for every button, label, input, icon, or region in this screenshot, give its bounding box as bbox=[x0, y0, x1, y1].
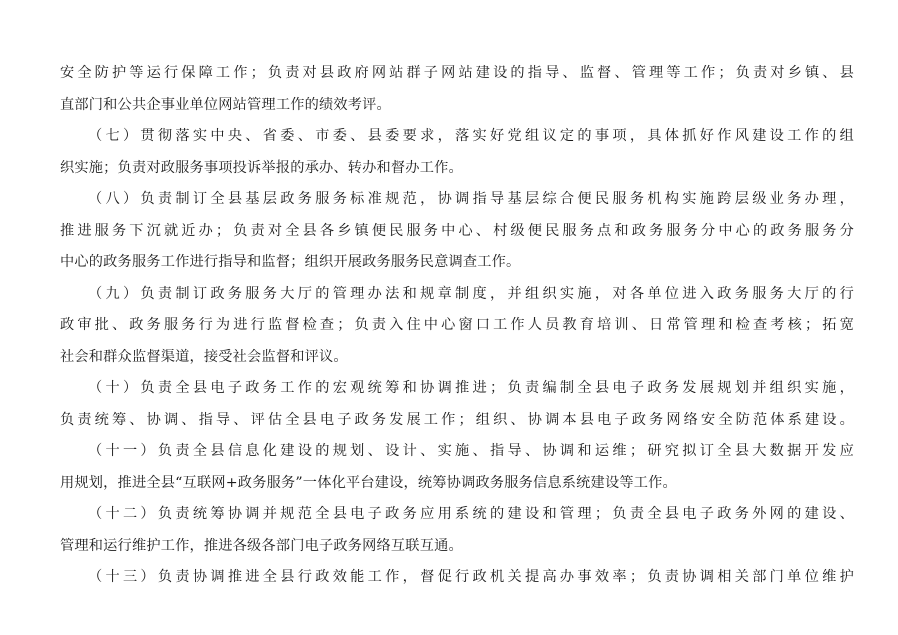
text-line: 安全防护等运行保障工作；负责对县政府网站群子网站建设的指导、监督、管理等工作；负责对乡镇、县 bbox=[60, 65, 854, 81]
text-line: 推进服务下沉就近办；负责对全县各乡镇便民服务中心、村级便民服务点和政务服务分中心的政务服务分 bbox=[60, 222, 854, 239]
paragraph-7-line: （七）贯彻落实中央、省委、市委、县委要求，落实好党组议定的事项，具体抓好作风建设工作的组 bbox=[88, 128, 854, 144]
text-line: 社会和群众监督渠道，接受社会监督和评议。 bbox=[60, 348, 348, 365]
paragraph-10-line: （十）负责全县电子政务工作的宏观统筹和协调推进；负责编制全县电子政务发展规划并组织实施， bbox=[88, 380, 854, 396]
paragraph-11-line: （十一）负责全县信息化建设的规划、设计、实施、指导、协调和运维；研究拟订全县大数据开发应 bbox=[88, 443, 854, 459]
text-line: 负责统筹、协调、指导、评估全县电子政务发展工作；组织、协调本县电子政务网络安全防范体系建设。 bbox=[60, 411, 854, 428]
paragraph-9-line: （九）负责制订政务服务大厅的管理办法和规章制度，并组织实施，对各单位进入政务服务大厅的行 bbox=[88, 285, 854, 302]
document-page bbox=[60, 58, 854, 594]
paragraph-8-line: （八）负责制订全县基层政务服务标准规范，协调指导基层综合便民服务机构实施跨层级业务办理， bbox=[88, 191, 854, 207]
text-line: 政审批、政务服务行为进行监督检查；负责入住中心窗口工作人员教育培训、日常管理和检查考核；拓宽 bbox=[60, 317, 854, 333]
text-line: 用规划，推进全县“互联网+政务服务”一体化平台建设，统筹协调政务服务信息系统建设等工作。 bbox=[60, 474, 677, 491]
text-line: 管理和运行维护工作，推进各级各部门电子政务网络互联互通。 bbox=[60, 537, 463, 554]
text-line: 直部门和公共企事业单位网站管理工作的绩效考评。 bbox=[60, 96, 391, 113]
paragraph-12-line: （十二）负责统筹协调并规范全县电子政务应用系统的建设和管理；负责全县电子政务外网的建设、 bbox=[88, 506, 854, 522]
text-line: 中心的政务服务工作进行指导和监督；组织开展政务服务民意调查工作。 bbox=[60, 254, 521, 270]
paragraph-13-line: （十三）负责协调推进全县行政效能工作，督促行政机关提高办事效率；负责协调相关部门单位维护 bbox=[88, 569, 854, 585]
text-line: 织实施；负责对政服务事项投诉举报的承办、转办和督办工作。 bbox=[60, 159, 463, 176]
